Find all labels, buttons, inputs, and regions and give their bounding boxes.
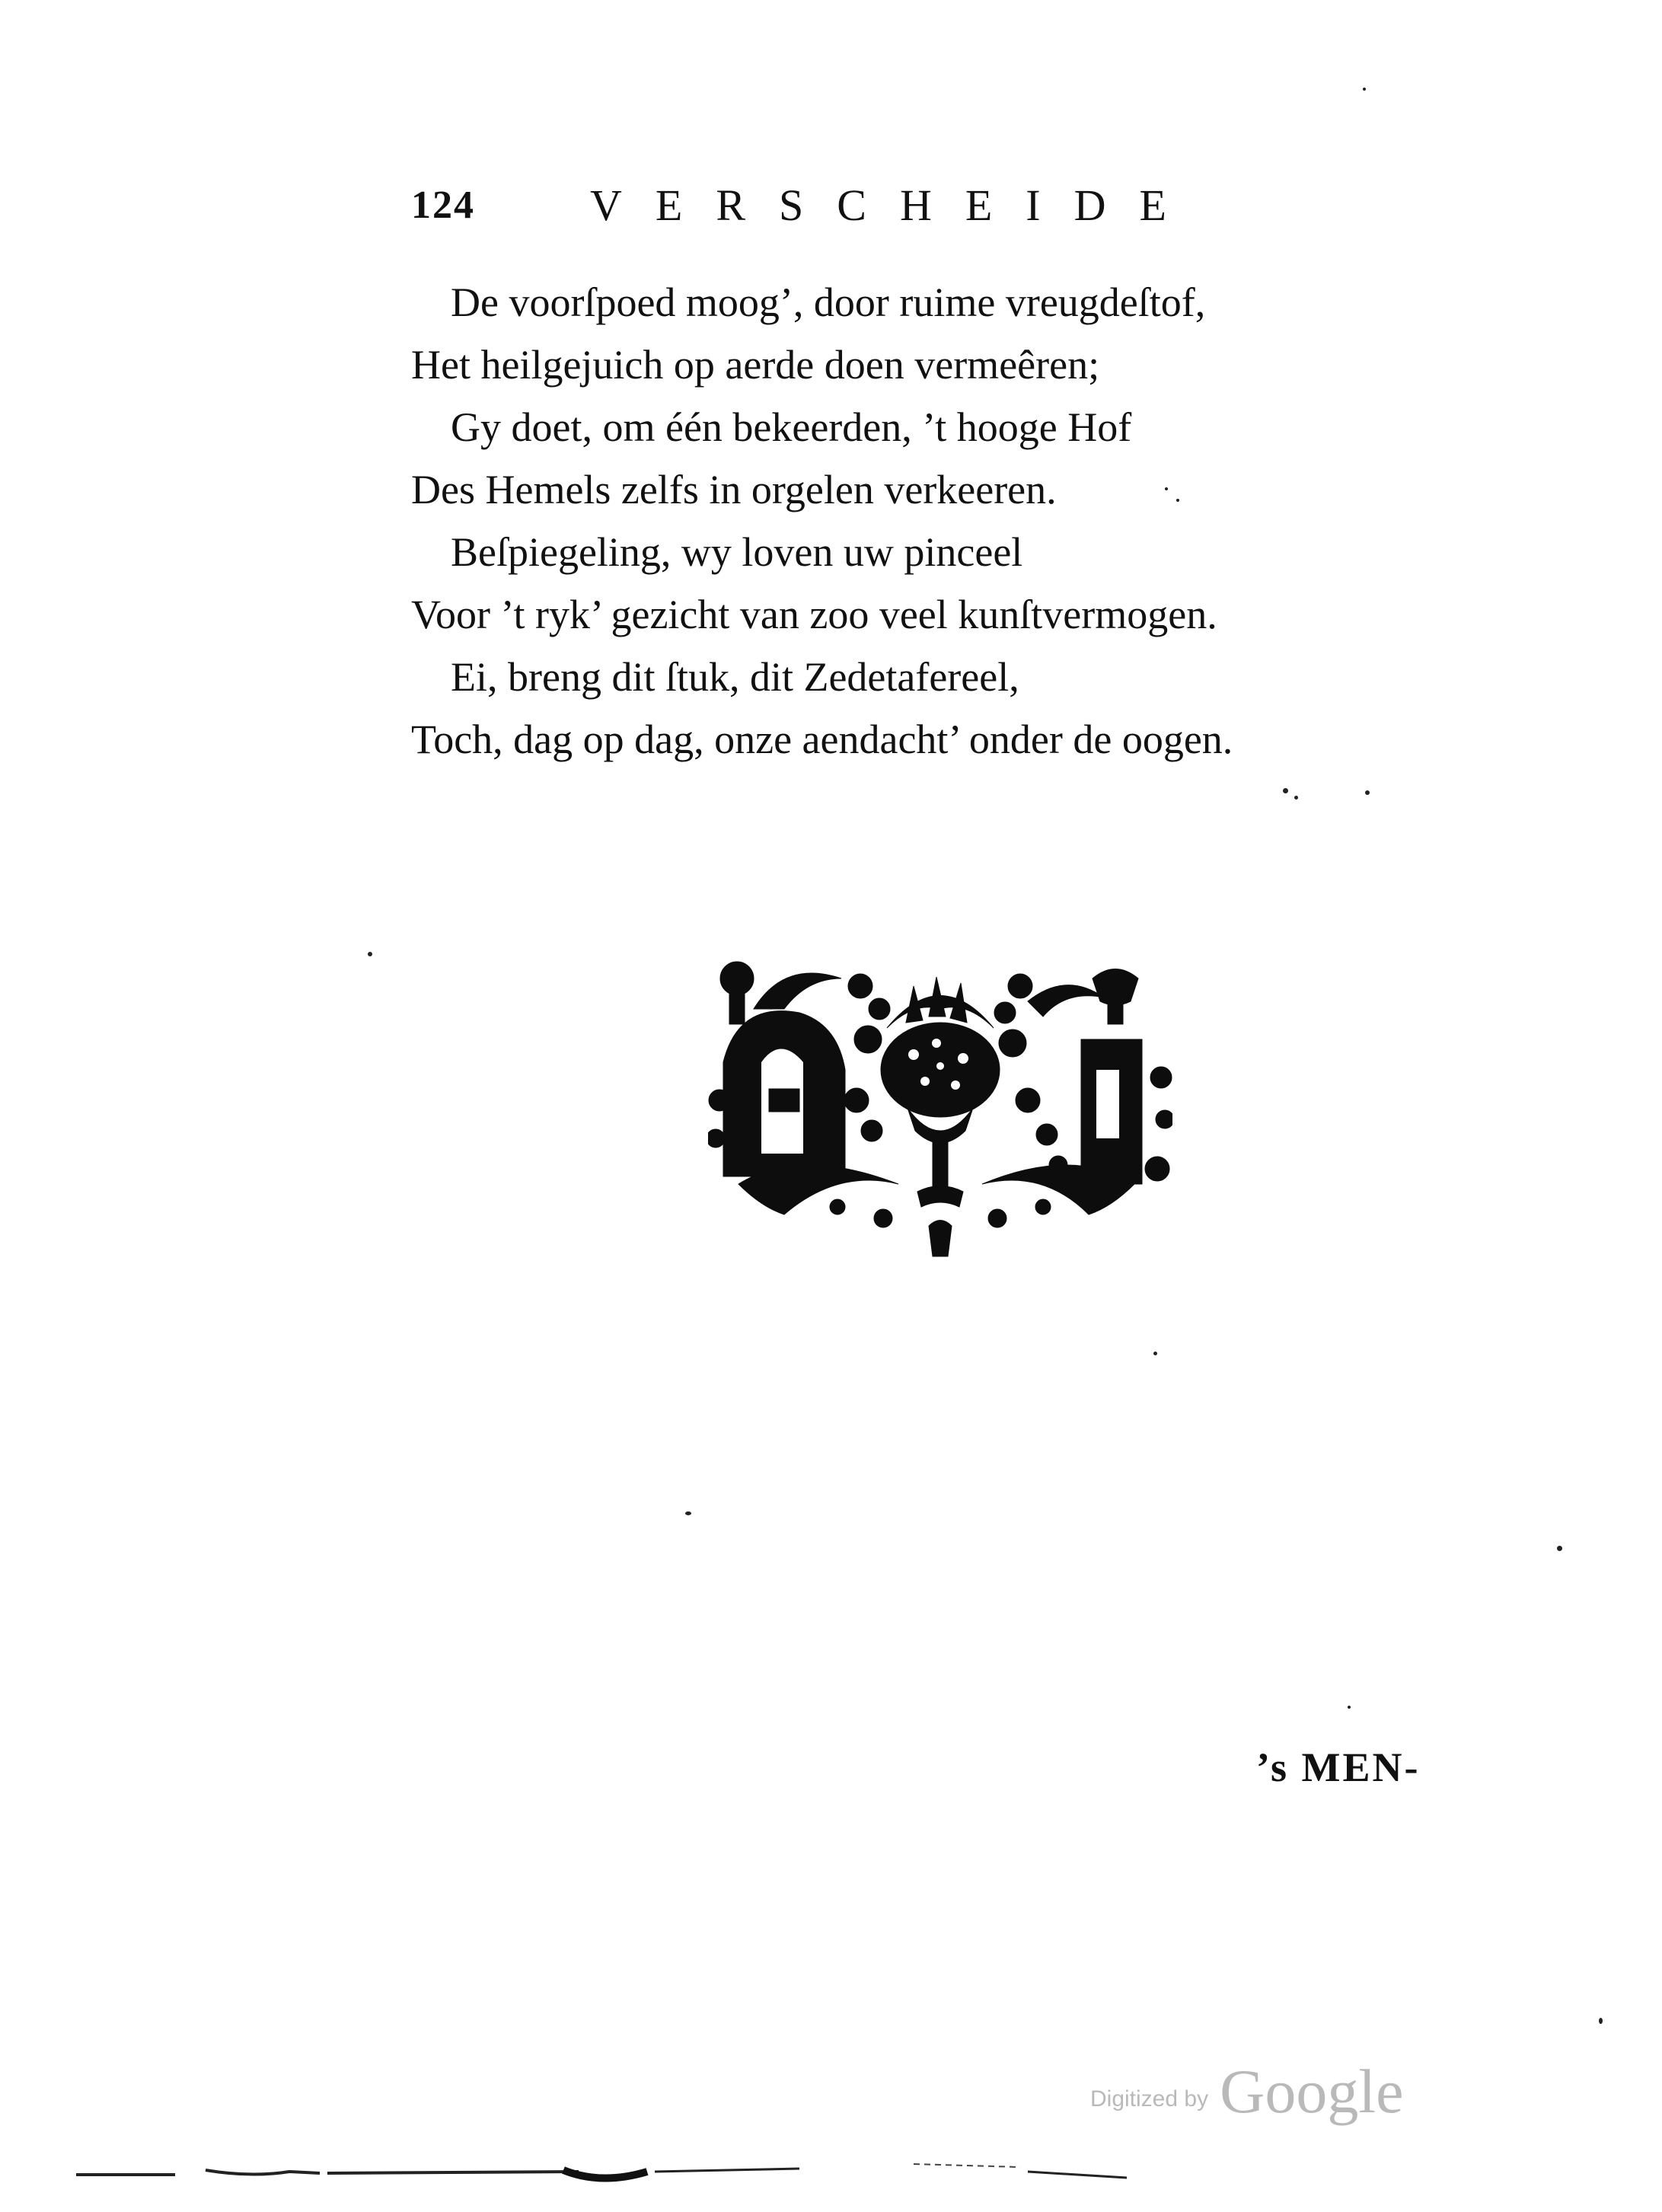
verse-line: Gy doet, om één bekeerden, ’t hooge Hof <box>451 404 1132 450</box>
paper-speck <box>685 1511 691 1515</box>
page-bottom-edge <box>0 2155 1662 2201</box>
verse-line: Voor ’t ryk’ gezicht van zoo veel kunſtvermogen. <box>411 592 1217 637</box>
watermark-prefix: Digitized by <box>1090 2086 1209 2111</box>
catchword: ’s MEN- <box>1256 1744 1421 1790</box>
page-number: 124 <box>411 184 475 227</box>
baroque-vignette-ornament-icon <box>708 956 1172 1260</box>
paper-speck <box>1283 788 1288 793</box>
running-title: VERSCHEIDE <box>590 180 1200 230</box>
verse-line: Toch, dag op dag, onze aendacht’ onder de oogen. <box>411 717 1233 762</box>
verse-line: Beſpiegeling, wy loven uw pinceel <box>451 529 1023 575</box>
paper-speck <box>1599 2018 1603 2024</box>
verse-line: Ei, breng dit ſtuk, dit Zedetafereel, <box>451 654 1019 700</box>
verse-line: De voorſpoed moog’, door ruime vreugdeſtof, <box>451 279 1206 325</box>
paper-speck <box>1348 1706 1351 1709</box>
paper-speck <box>1165 487 1168 490</box>
poem-stanza <box>411 271 1401 771</box>
verse-line: Het heilgejuich op aerde doen vermeêren; <box>411 342 1100 388</box>
running-head <box>411 180 1264 244</box>
paper-speck <box>1365 790 1370 795</box>
paper-speck <box>1294 796 1298 800</box>
verse-line: Des Hemels zelfs in orgelen verkeeren. <box>411 467 1057 512</box>
paper-speck <box>368 952 372 956</box>
paper-speck <box>1153 1352 1157 1355</box>
paper-speck <box>1557 1546 1562 1551</box>
paper-speck <box>1363 88 1366 91</box>
digitized-watermark <box>1090 2056 1404 2127</box>
paper-speck <box>1176 499 1179 502</box>
watermark-brand: Google <box>1220 2057 1404 2126</box>
